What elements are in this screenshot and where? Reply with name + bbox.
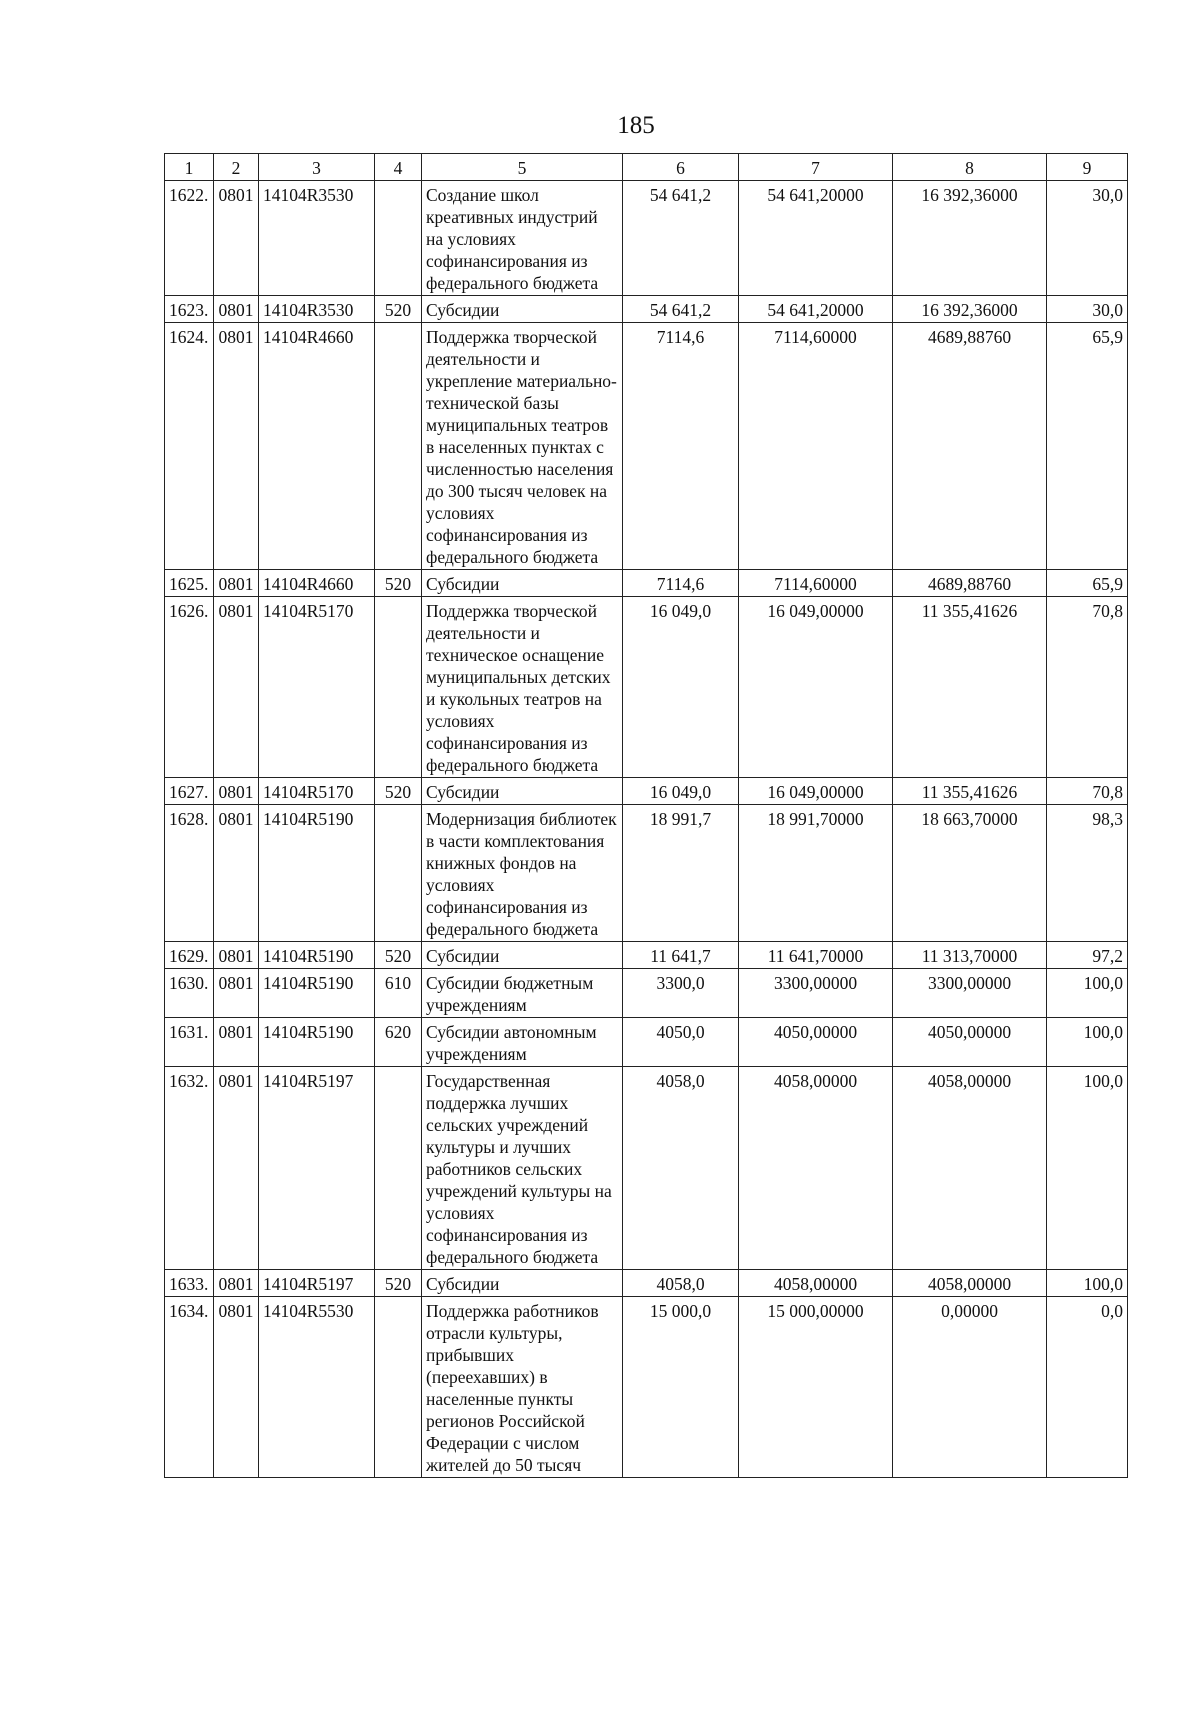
section-code: 0801 xyxy=(214,296,259,323)
table-row xyxy=(165,570,1128,597)
expense-type xyxy=(375,805,422,942)
table-row xyxy=(165,969,1128,1018)
table-row xyxy=(165,1018,1128,1067)
value-col-8: 16 392,36000 xyxy=(893,296,1047,323)
item-name: Субсидии автономным учреждениям xyxy=(422,1018,623,1067)
value-col-6: 54 641,2 xyxy=(623,296,739,323)
section-code: 0801 xyxy=(214,323,259,570)
column-header: 2 xyxy=(214,154,259,181)
item-name: Субсидии бюджетным учреждениям xyxy=(422,969,623,1018)
table-row xyxy=(165,597,1128,778)
value-col-7: 4058,00000 xyxy=(739,1067,893,1270)
expense-type: 620 xyxy=(375,1018,422,1067)
percent-executed: 30,0 xyxy=(1047,181,1128,296)
percent-executed: 97,2 xyxy=(1047,942,1128,969)
section-code: 0801 xyxy=(214,570,259,597)
item-name: Государственная поддержка лучших сельских учреждений культуры и лучших работников сельских учреждений культуры на условиях софинансирования из федерального бюджета xyxy=(422,1067,623,1270)
target-code: 14104R3530 xyxy=(259,181,375,296)
row-number: 1623. xyxy=(165,296,214,323)
value-col-7: 11 641,70000 xyxy=(739,942,893,969)
target-code: 14104R4660 xyxy=(259,323,375,570)
item-name: Поддержка работников отрасли культуры, прибывших (переехавших) в населенные пункты регионов Российской Федерации с числом жителей до 50 тысяч xyxy=(422,1297,623,1478)
table-row xyxy=(165,942,1128,969)
section-code: 0801 xyxy=(214,597,259,778)
value-col-6: 16 049,0 xyxy=(623,597,739,778)
target-code: 14104R5190 xyxy=(259,969,375,1018)
row-number: 1629. xyxy=(165,942,214,969)
percent-executed: 65,9 xyxy=(1047,323,1128,570)
item-name: Субсидии xyxy=(422,1270,623,1297)
table-row xyxy=(165,1297,1128,1478)
budget-table xyxy=(164,153,1128,1478)
item-name: Модернизация библиотек в части комплектования книжных фондов на условиях софинансирования из федерального бюджета xyxy=(422,805,623,942)
target-code: 14104R5170 xyxy=(259,778,375,805)
value-col-8: 4058,00000 xyxy=(893,1270,1047,1297)
percent-executed: 70,8 xyxy=(1047,597,1128,778)
expense-type: 520 xyxy=(375,570,422,597)
value-col-6: 16 049,0 xyxy=(623,778,739,805)
row-number: 1626. xyxy=(165,597,214,778)
item-name: Субсидии xyxy=(422,942,623,969)
column-header: 3 xyxy=(259,154,375,181)
section-code: 0801 xyxy=(214,969,259,1018)
expense-type: 520 xyxy=(375,778,422,805)
table-row xyxy=(165,296,1128,323)
value-col-6: 4058,0 xyxy=(623,1067,739,1270)
expense-type: 520 xyxy=(375,1270,422,1297)
value-col-7: 54 641,20000 xyxy=(739,181,893,296)
table-body xyxy=(165,181,1128,1478)
value-col-8: 11 313,70000 xyxy=(893,942,1047,969)
table-row xyxy=(165,778,1128,805)
value-col-7: 3300,00000 xyxy=(739,969,893,1018)
header-row xyxy=(165,154,1128,181)
item-name: Создание школ креативных индустрий на условиях софинансирования из федерального бюджета xyxy=(422,181,623,296)
target-code: 14104R5197 xyxy=(259,1270,375,1297)
expense-type xyxy=(375,323,422,570)
value-col-7: 7114,60000 xyxy=(739,570,893,597)
percent-executed: 98,3 xyxy=(1047,805,1128,942)
percent-executed: 100,0 xyxy=(1047,969,1128,1018)
value-col-8: 11 355,41626 xyxy=(893,597,1047,778)
column-header: 9 xyxy=(1047,154,1128,181)
row-number: 1628. xyxy=(165,805,214,942)
table-row xyxy=(165,1067,1128,1270)
target-code: 14104R5530 xyxy=(259,1297,375,1478)
value-col-6: 3300,0 xyxy=(623,969,739,1018)
value-col-6: 7114,6 xyxy=(623,570,739,597)
row-number: 1625. xyxy=(165,570,214,597)
percent-executed: 100,0 xyxy=(1047,1018,1128,1067)
row-number: 1622. xyxy=(165,181,214,296)
section-code: 0801 xyxy=(214,181,259,296)
value-col-7: 4058,00000 xyxy=(739,1270,893,1297)
target-code: 14104R5197 xyxy=(259,1067,375,1270)
page-number: 185 xyxy=(617,112,655,139)
item-name: Субсидии xyxy=(422,570,623,597)
target-code: 14104R5170 xyxy=(259,597,375,778)
value-col-8: 4689,88760 xyxy=(893,570,1047,597)
expense-type xyxy=(375,1297,422,1478)
value-col-6: 15 000,0 xyxy=(623,1297,739,1478)
expense-type: 520 xyxy=(375,942,422,969)
row-number: 1627. xyxy=(165,778,214,805)
target-code: 14104R5190 xyxy=(259,942,375,969)
value-col-7: 7114,60000 xyxy=(739,323,893,570)
percent-executed: 65,9 xyxy=(1047,570,1128,597)
expense-type: 610 xyxy=(375,969,422,1018)
target-code: 14104R5190 xyxy=(259,805,375,942)
value-col-7: 54 641,20000 xyxy=(739,296,893,323)
row-number: 1631. xyxy=(165,1018,214,1067)
expense-type xyxy=(375,1067,422,1270)
table-row xyxy=(165,323,1128,570)
value-col-6: 4050,0 xyxy=(623,1018,739,1067)
value-col-6: 7114,6 xyxy=(623,323,739,570)
column-header: 1 xyxy=(165,154,214,181)
column-header: 6 xyxy=(623,154,739,181)
percent-executed: 0,0 xyxy=(1047,1297,1128,1478)
section-code: 0801 xyxy=(214,778,259,805)
value-col-7: 15 000,00000 xyxy=(739,1297,893,1478)
column-header: 5 xyxy=(422,154,623,181)
row-number: 1630. xyxy=(165,969,214,1018)
row-number: 1624. xyxy=(165,323,214,570)
section-code: 0801 xyxy=(214,942,259,969)
percent-executed: 100,0 xyxy=(1047,1067,1128,1270)
target-code: 14104R4660 xyxy=(259,570,375,597)
section-code: 0801 xyxy=(214,1270,259,1297)
value-col-8: 11 355,41626 xyxy=(893,778,1047,805)
section-code: 0801 xyxy=(214,1018,259,1067)
expense-type xyxy=(375,181,422,296)
row-number: 1632. xyxy=(165,1067,214,1270)
value-col-8: 4050,00000 xyxy=(893,1018,1047,1067)
value-col-6: 18 991,7 xyxy=(623,805,739,942)
item-name: Поддержка творческой деятельности и техническое оснащение муниципальных детских и кукольных театров на условиях софинансирования из федерального бюджета xyxy=(422,597,623,778)
percent-executed: 70,8 xyxy=(1047,778,1128,805)
percent-executed: 100,0 xyxy=(1047,1270,1128,1297)
section-code: 0801 xyxy=(214,1297,259,1478)
column-header: 8 xyxy=(893,154,1047,181)
value-col-6: 54 641,2 xyxy=(623,181,739,296)
item-name: Субсидии xyxy=(422,296,623,323)
value-col-8: 4689,88760 xyxy=(893,323,1047,570)
value-col-8: 18 663,70000 xyxy=(893,805,1047,942)
row-number: 1634. xyxy=(165,1297,214,1478)
expense-type: 520 xyxy=(375,296,422,323)
value-col-7: 4050,00000 xyxy=(739,1018,893,1067)
item-name: Субсидии xyxy=(422,778,623,805)
section-code: 0801 xyxy=(214,805,259,942)
column-header: 7 xyxy=(739,154,893,181)
section-code: 0801 xyxy=(214,1067,259,1270)
value-col-8: 0,00000 xyxy=(893,1297,1047,1478)
expense-type xyxy=(375,597,422,778)
target-code: 14104R3530 xyxy=(259,296,375,323)
percent-executed: 30,0 xyxy=(1047,296,1128,323)
value-col-7: 16 049,00000 xyxy=(739,778,893,805)
table-row xyxy=(165,1270,1128,1297)
value-col-6: 4058,0 xyxy=(623,1270,739,1297)
target-code: 14104R5190 xyxy=(259,1018,375,1067)
row-number: 1633. xyxy=(165,1270,214,1297)
value-col-8: 3300,00000 xyxy=(893,969,1047,1018)
value-col-6: 11 641,7 xyxy=(623,942,739,969)
value-col-8: 4058,00000 xyxy=(893,1067,1047,1270)
item-name: Поддержка творческой деятельности и укрепление материально-технической базы муниципальных театров в населенных пунктах с численностью населения до 300 тысяч человек на условиях софинансирования из федерального бюджета xyxy=(422,323,623,570)
value-col-7: 16 049,00000 xyxy=(739,597,893,778)
column-header: 4 xyxy=(375,154,422,181)
table-row xyxy=(165,181,1128,296)
value-col-8: 16 392,36000 xyxy=(893,181,1047,296)
table-row xyxy=(165,805,1128,942)
value-col-7: 18 991,70000 xyxy=(739,805,893,942)
